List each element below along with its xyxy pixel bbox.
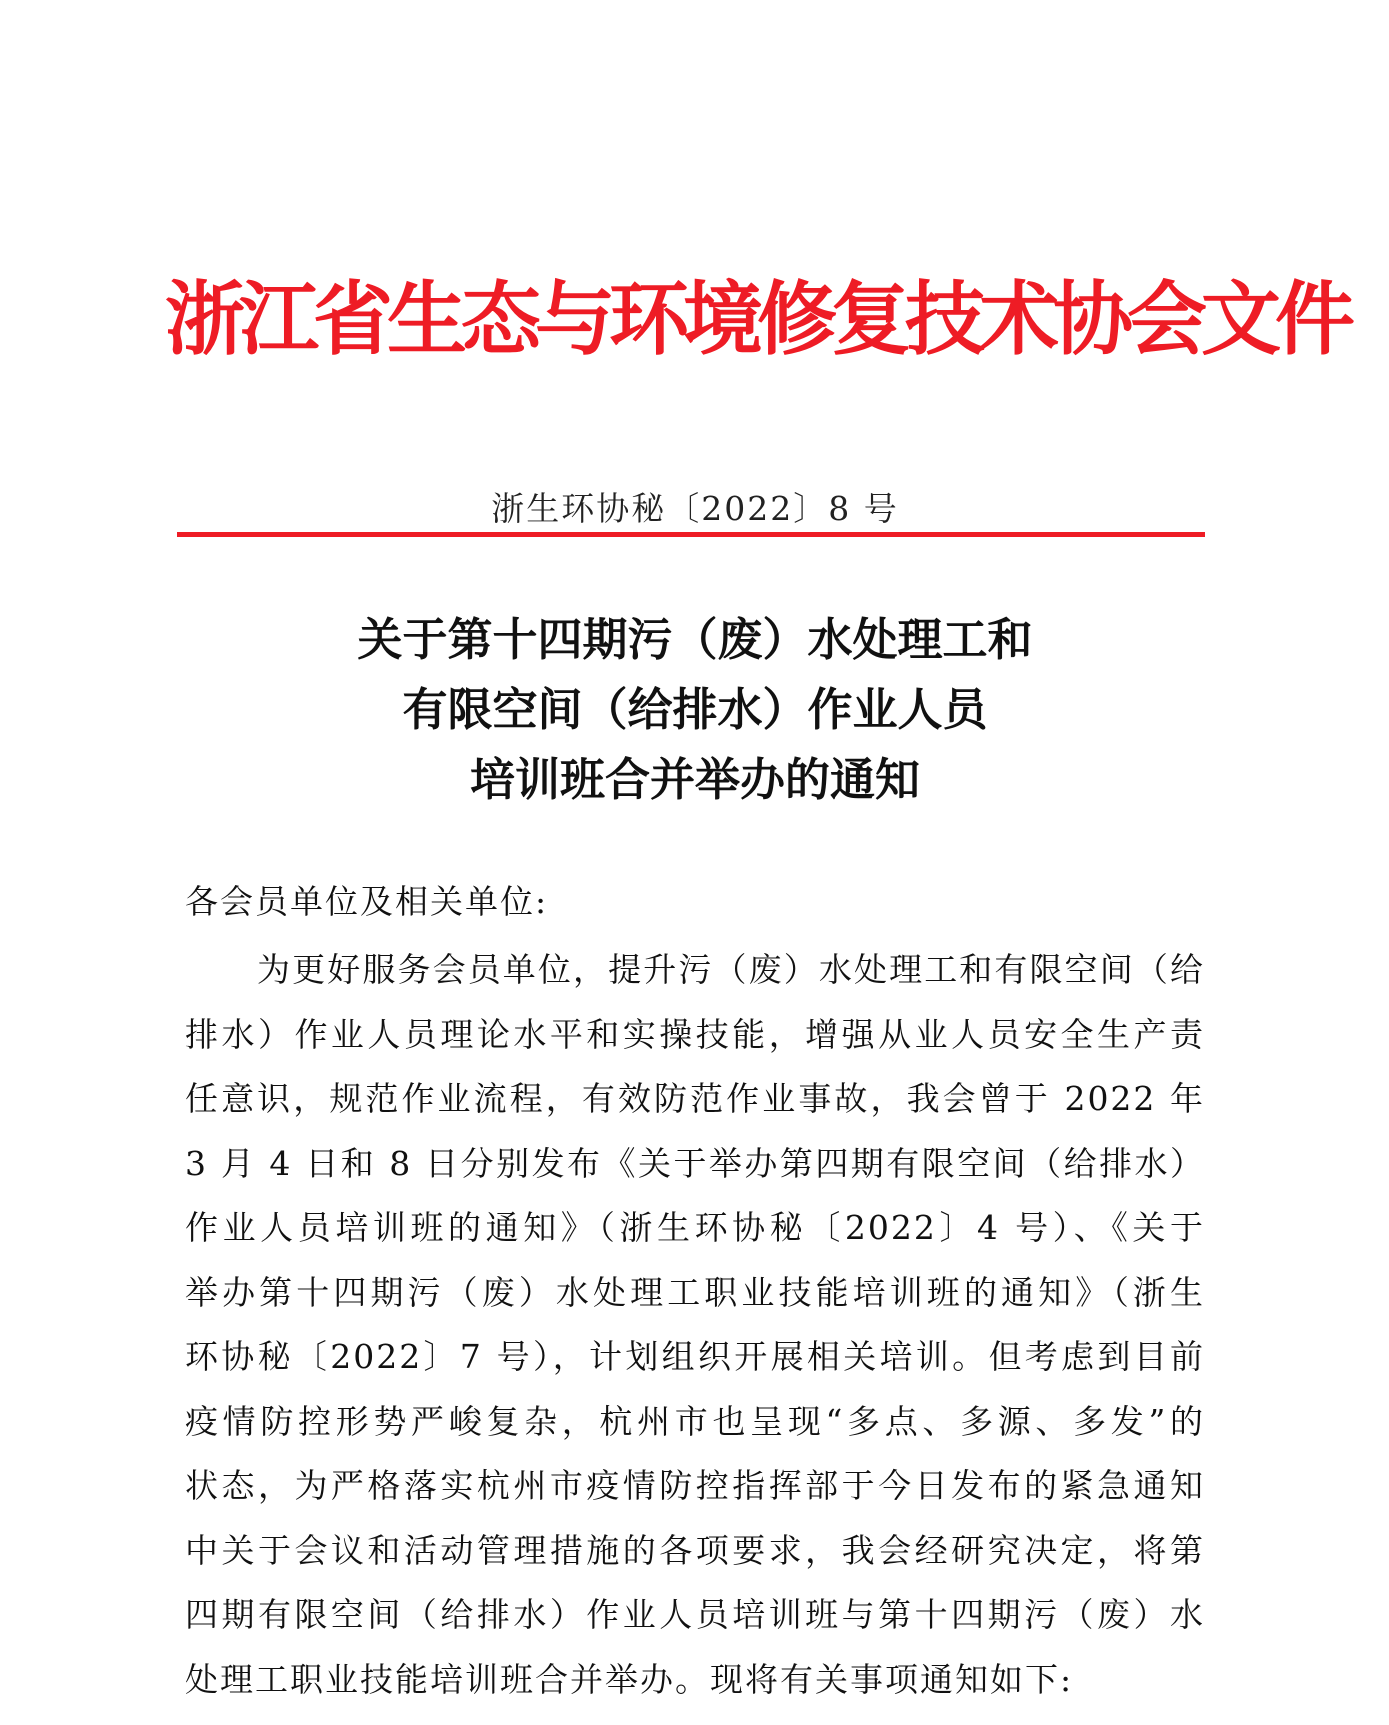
- notice-title: [165, 605, 1225, 815]
- notice-title-line: 关于第十四期污（废）水处理工和: [357, 613, 1033, 666]
- red-divider-rule: [177, 532, 1205, 537]
- body-line: 任意识，规范作业流程，有效防范作业事故，我会曾于 2022 年: [185, 1079, 1205, 1118]
- notice-title-line: 培训班合并举办的通知: [469, 753, 920, 806]
- body-line: 四期有限空间（给排水）作业人员培训班与第十四期污（废）水: [185, 1595, 1205, 1634]
- document-number: 浙生环协秘〔2022〕8 号: [491, 489, 899, 528]
- body-line: 中关于会议和活动管理措施的各项要求，我会经研究决定，将第: [185, 1530, 1205, 1570]
- body-line: 排水）作业人员理论水平和实操技能，增强从业人员安全生产责: [185, 1014, 1205, 1054]
- body-line: 为更好服务会员单位，提升污（废）水处理工和有限空间（给: [257, 950, 1205, 989]
- notice-title-line: 有限空间（给排水）作业人员: [402, 683, 988, 736]
- body-line: 状态，为严格落实杭州市疫情防控指挥部于今日发布的紧急通知: [185, 1466, 1205, 1505]
- body-line: 环协秘〔2022〕7 号），计划组织开展相关培训。但考虑到目前: [185, 1337, 1205, 1376]
- body-line: 处理工职业技能培训班合并举办。现将有关事项通知如下:: [185, 1659, 1074, 1699]
- body-line: 3 月 4 日和 8 日分别发布《关于举办第四期有限空间（给排水）: [185, 1143, 1205, 1183]
- salutation: 各会员单位及相关单位:: [185, 882, 549, 921]
- masthead-title: 浙江省生态与环境修复技术协会文件: [165, 273, 1349, 366]
- body-paragraph: [185, 938, 1205, 1712]
- body-line: 举办第十四期污（废）水处理工职业技能培训班的通知》（浙生: [185, 1272, 1205, 1312]
- body-line: 作业人员培训班的通知》（浙生环协秘〔2022〕4 号）、《关于: [185, 1208, 1205, 1247]
- body-line: 疫情防控形势严峻复杂，杭州市也呈现“多点、多源、多发”的: [185, 1401, 1205, 1441]
